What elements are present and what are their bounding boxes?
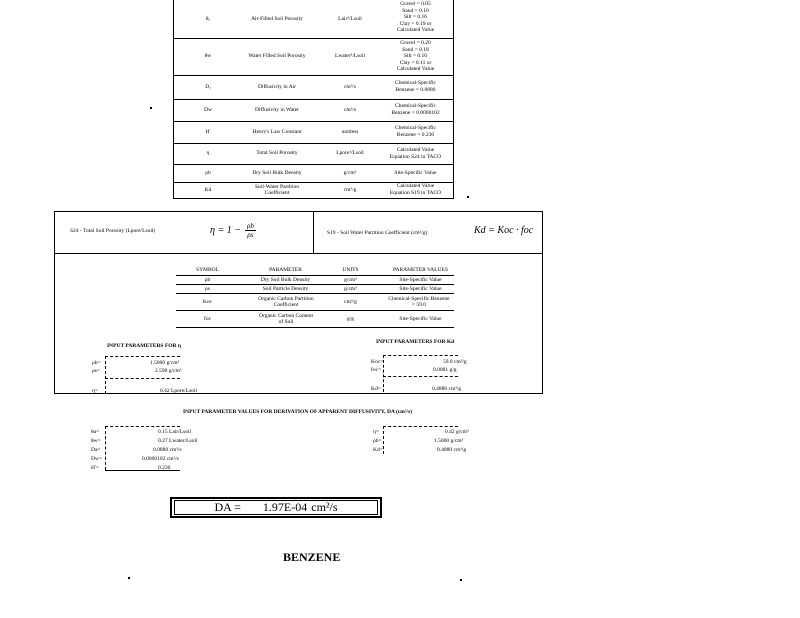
s24-formula xyxy=(210,222,256,239)
ptable-value: Chemical-Specific Benzene = 59.0 xyxy=(388,295,450,308)
symbol-eta: η xyxy=(206,150,210,157)
param-diff-water: Diffusivity in Water xyxy=(255,106,299,113)
units-total-porosity: Lpore³/Lsoil xyxy=(336,150,364,157)
deriv-value-rho-b[interactable]: 1.5000 g/cm³ xyxy=(434,438,464,444)
deriv-value-theta-a[interactable]: 0.15 Lair/Lsoil xyxy=(158,429,191,435)
units-diff-air: cm²/s xyxy=(343,83,357,90)
deriv-label-da: Da= xyxy=(91,447,101,453)
kd-value-kd[interactable]: 0.4880 cm³/g xyxy=(432,386,462,392)
kd-label-koc: Koc= xyxy=(371,359,384,365)
s24-formula-lhs: η = 1 − xyxy=(210,225,241,236)
eta-label-eta: η= xyxy=(92,388,98,394)
values-henry: Chemical-Specific Benzene = 0.230 xyxy=(395,125,436,138)
deriv-value-theta-w[interactable]: 0.27 Lwater/Lsoil xyxy=(158,438,198,444)
stray-mark xyxy=(128,577,130,579)
units-diff-water: cm²/s xyxy=(343,106,357,113)
result-label: DA = xyxy=(214,500,241,514)
units-henry: unitless xyxy=(341,128,359,135)
values-water-filled: Gravel = 0.20 Sand = 0.18 Silt = 0.16 Clay = 0.11 or Calculated Value xyxy=(396,40,435,72)
eta-value-rho-b[interactable]: 1.5000 g/cm³ xyxy=(150,360,180,366)
param-diff-air: Diffusivity in Air xyxy=(257,83,297,90)
deriv-label-h: H'= xyxy=(91,465,100,471)
result-unit: cm²/s xyxy=(311,500,338,514)
symbol-theta-w: θw xyxy=(204,53,212,60)
deriv-value-eta[interactable]: 0.42 g/cm³ xyxy=(445,429,469,435)
kd-value-koc[interactable]: 59.0 cm³/g xyxy=(443,359,467,365)
deriv-label-dw: Dw= xyxy=(91,456,103,462)
eta-label-rho-s: ρs= xyxy=(92,368,100,374)
stray-mark xyxy=(460,579,462,581)
param-partition: Soil-Water Partition Coefficient xyxy=(254,183,299,196)
values-bulk-density: Site-Specific Value xyxy=(394,169,437,176)
symbol-theta-a: θₐ xyxy=(205,15,211,22)
units-water-filled: Lwater³/Lsoil xyxy=(334,53,366,60)
ptable-parameter: Organic Carbon Content of Soil xyxy=(259,312,313,325)
col-header-symbol: SYMBOL xyxy=(196,267,219,273)
symbol-kd: Kd xyxy=(204,186,212,193)
deriv-label-rho-b: ρb= xyxy=(373,438,382,444)
ptable-units: g/cm³ xyxy=(344,276,357,283)
deriv-value-kd[interactable]: 0.4880 cm³/g xyxy=(437,447,467,453)
input-eta-title: INPUT PARAMETERS FOR η xyxy=(107,343,181,349)
ptable-value: Site-Specific Value xyxy=(399,276,442,283)
ptable-parameter: Dry Soil Bulk Density xyxy=(260,276,311,283)
units-bulk-density: g/cm³ xyxy=(343,169,357,176)
col-header-parameter: PARAMETER xyxy=(269,267,302,273)
deriv-value-h[interactable]: 0.230 xyxy=(158,465,171,471)
units-air-filled: Lair³/Lsoil xyxy=(338,15,362,22)
units-partition: cm³/g xyxy=(343,186,357,193)
col-header-units: UNITS xyxy=(342,267,359,273)
kd-label-kd: Kd= xyxy=(371,386,381,392)
ptable-symbol: ρs xyxy=(205,285,210,292)
values-air-filled: Gravel = 0.05 Sand = 0.10 Silt = 0.16 Clay = 0.19 or Calculated Value xyxy=(396,1,435,33)
ptable-parameter: Organic Carbon Partition Coefficient xyxy=(258,295,314,308)
deriv-label-theta-a: θa= xyxy=(91,429,100,435)
ptable-units: g/cm³ xyxy=(344,285,357,292)
deriv-label-eta: η= xyxy=(373,429,379,435)
values-diff-water: Chemical-Specific Benzene = 0.0000102 xyxy=(391,103,440,116)
s24-label: S24 - Total Soil Porosity (Lpore/Lsoil) xyxy=(70,228,156,234)
s24-fraction: $\frac{\rho b}{\rho s}$ xyxy=(246,222,254,239)
symbol-rho-b: ρb xyxy=(205,169,211,176)
param-henry: Henry's Law Constant xyxy=(252,128,302,135)
result-value: 1.97E-04 xyxy=(262,500,308,514)
input-kd-title: INPUT PARAMETERS FOR Kd xyxy=(376,339,455,345)
deriv-value-da[interactable]: 0.0880 cm²/s xyxy=(153,447,182,453)
ptable-parameter: Soil Particle Density xyxy=(262,285,309,292)
kd-value-foc[interactable]: 0.0081 g/g xyxy=(433,367,457,373)
eta-value-rho-s[interactable]: 2.590 g/cm³ xyxy=(155,368,182,374)
kd-label-foc: foc= xyxy=(371,367,382,373)
deriv-label-kd: Kd= xyxy=(373,447,383,453)
symbol-dw: Dw xyxy=(204,106,212,113)
param-total-porosity: Total Soil Porosity xyxy=(256,150,298,157)
result-box xyxy=(174,500,378,515)
deriv-title: INPUT PARAMETER VALUES FOR DERIVATION OF APPARENT DIFFUSIVITY, DA (cm²/s) xyxy=(183,409,413,415)
param-air-filled: Air-Filled Soil Porosity xyxy=(251,15,303,22)
ptable-symbol: Koc xyxy=(202,298,213,305)
deriv-label-theta-w: θw= xyxy=(91,438,101,444)
col-header-values: PARAMETER VALUES xyxy=(392,267,449,273)
stray-mark xyxy=(467,196,469,198)
values-partition: Calculated Value Equation S19 in TACO xyxy=(389,183,442,196)
param-water-filled: Water Filled Soil Porosity xyxy=(248,53,306,60)
eta-label-rho-b: ρb= xyxy=(92,360,101,366)
ptable-symbol: foc xyxy=(203,315,212,322)
ptable-units: cm³/g xyxy=(344,298,357,305)
s19-formula: Kd = Koc · foc xyxy=(474,225,534,236)
stray-mark xyxy=(150,107,152,109)
ptable-value: Site-Specific Value xyxy=(399,285,442,292)
values-total-porosity: Calculated Value Equation S24 in TACO xyxy=(389,147,442,160)
ptable-value: Site-Specific Value xyxy=(399,315,442,322)
ptable-symbol: ρb xyxy=(204,276,211,283)
symbol-da: Dₐ xyxy=(205,83,211,90)
ptable-units: g/g xyxy=(346,315,355,322)
chemical-name: BENZENE xyxy=(283,550,341,564)
param-bulk-density: Dry Soil Bulk Density xyxy=(252,169,302,176)
values-diff-air: Chemical-Specific Benzene = 0.0880 xyxy=(395,80,436,93)
symbol-h: H' xyxy=(205,128,211,135)
s19-label: S19 - Soil Water Partition Coefficient (cm³/g) xyxy=(327,230,428,236)
eta-value-eta[interactable]: 0.42 Lpore/Lsoil xyxy=(160,388,197,394)
deriv-value-dw[interactable]: 0.0000102 cm²/s xyxy=(142,456,179,462)
